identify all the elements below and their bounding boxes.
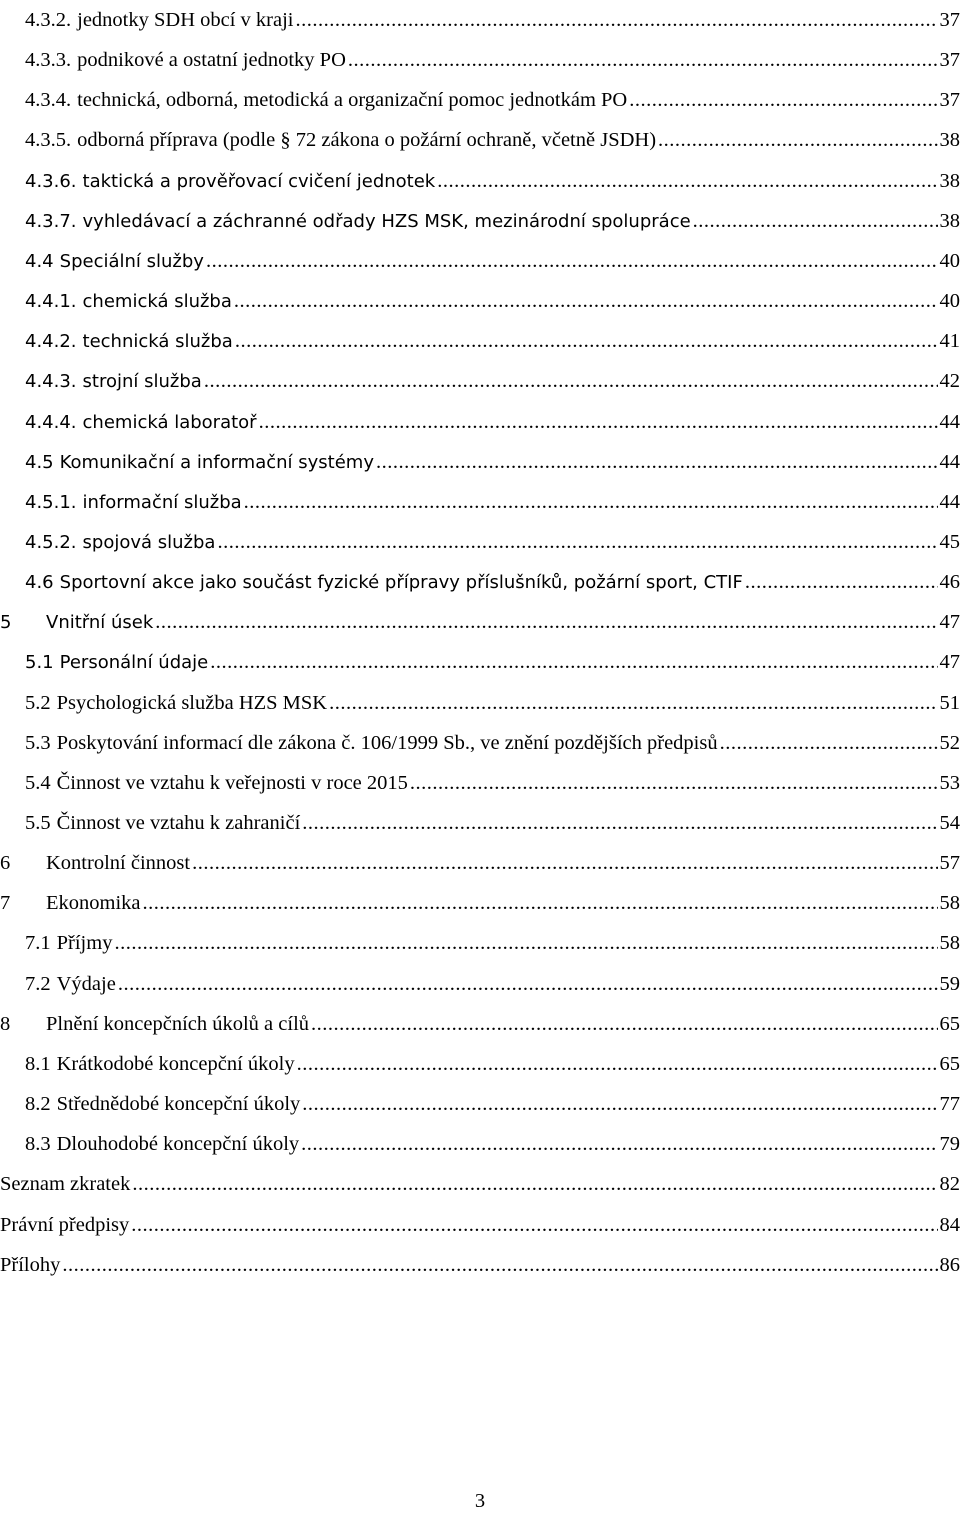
- toc-entry-title: Kontrolní činnost: [46, 852, 191, 875]
- toc-entry-title: podnikové a ostatní jednotky PO: [77, 49, 346, 72]
- dot-leader: [132, 1169, 937, 1199]
- toc-entry[interactable]: [0, 928, 960, 958]
- page-number: 3: [474, 1490, 486, 1512]
- toc-entry-page: 44: [939, 490, 960, 513]
- toc-entry[interactable]: [0, 366, 960, 396]
- dot-leader: [301, 1129, 937, 1159]
- toc-entry[interactable]: [0, 1169, 960, 1199]
- toc-entry[interactable]: [0, 1210, 960, 1240]
- toc-entry-page: 84: [939, 1213, 960, 1236]
- dot-leader: [62, 1250, 937, 1280]
- toc-entry-number: 8.3: [25, 1133, 51, 1156]
- toc-entry-page: 44: [939, 410, 960, 433]
- toc-entry[interactable]: [0, 1250, 960, 1280]
- toc-entry[interactable]: [0, 969, 960, 999]
- toc-entry-number: 4.3.7.: [25, 210, 77, 232]
- toc-entry-title: Činnost ve vztahu k veřejnosti v roce 2015: [56, 771, 408, 794]
- toc-entry-page: 53: [939, 771, 960, 794]
- dot-leader: [192, 848, 937, 878]
- toc-entry-title: taktická a prověřovací cvičení jednotek: [82, 170, 436, 192]
- toc-entry-title: chemická služba: [82, 291, 232, 313]
- toc-entry-page: 58: [939, 892, 960, 915]
- toc-entry-title: Dlouhodobé koncepční úkoly: [56, 1133, 300, 1156]
- toc-entry[interactable]: [0, 647, 960, 677]
- toc-entry-page: 82: [939, 1173, 960, 1196]
- toc-entry-number: 7: [0, 892, 11, 915]
- toc-entry-number: 4.5.2.: [25, 531, 77, 553]
- toc-entry-title: Psychologická služba HZS MSK: [56, 691, 328, 714]
- toc-entry-page: 47: [939, 611, 960, 634]
- toc-entry-page: 59: [939, 972, 960, 995]
- toc-entry-page: 37: [939, 9, 960, 31]
- toc-entry[interactable]: [0, 527, 960, 557]
- toc-entry-number: 5.3: [25, 731, 51, 754]
- toc-entry[interactable]: [0, 888, 960, 918]
- toc-entry-page: 40: [939, 249, 960, 272]
- dot-leader: [302, 808, 937, 838]
- toc-entry[interactable]: [0, 125, 960, 155]
- toc-entry-page: 51: [939, 691, 960, 714]
- toc-entry-title: Komunikační a informační systémy: [59, 451, 374, 473]
- toc-entry-title: informační služba: [82, 491, 242, 513]
- toc-entry-page: 57: [939, 852, 960, 875]
- toc-entry-title: technická služba: [82, 331, 233, 353]
- toc-entry[interactable]: [0, 326, 960, 356]
- toc-entry[interactable]: [0, 286, 960, 316]
- dot-leader: [629, 85, 937, 115]
- toc-entry-title: odborná příprava (podle § 72 zákona o požární ochraně, včetně JSDH): [77, 129, 657, 152]
- toc-entry-page: 38: [939, 209, 960, 232]
- dot-leader: [437, 166, 937, 196]
- toc-entry-page: 44: [939, 450, 960, 473]
- toc-entry-title: Příjmy: [56, 932, 113, 955]
- toc-entry[interactable]: [0, 728, 960, 758]
- toc-entry-number: 4.6: [25, 572, 54, 594]
- dot-leader: [244, 487, 938, 517]
- toc-entry-page: 46: [939, 571, 960, 594]
- toc-entry-title: Přílohy: [0, 1253, 61, 1276]
- toc-entry[interactable]: [0, 45, 960, 75]
- toc-entry-number: 4.3.5.: [25, 129, 72, 152]
- toc-entry[interactable]: [0, 1009, 960, 1039]
- toc-entry-page: 79: [939, 1133, 960, 1156]
- toc-entry-title: Speciální služby: [59, 250, 204, 272]
- dot-leader: [206, 246, 938, 276]
- dot-leader: [311, 1009, 937, 1039]
- toc-entry-number: 4.4.3.: [25, 371, 77, 393]
- toc-entry-title: Vnitřní úsek: [46, 612, 154, 634]
- dot-leader: [234, 286, 938, 316]
- toc-entry[interactable]: [0, 1049, 960, 1079]
- dot-leader: [348, 45, 938, 75]
- toc-entry-number: 4.3.3.: [25, 49, 72, 72]
- toc-entry-title: Personální údaje: [59, 652, 209, 674]
- toc-entry-page: 86: [939, 1253, 960, 1276]
- toc-entry-title: jednotky SDH obcí v kraji: [77, 9, 294, 31]
- toc-entry-number: 5.2: [25, 691, 51, 714]
- toc-entry[interactable]: [0, 166, 960, 196]
- dot-leader: [114, 928, 937, 958]
- dot-leader: [217, 527, 937, 557]
- toc-entry-number: 7.1: [25, 932, 51, 955]
- toc-entry-title: Krátkodobé koncepční úkoly: [56, 1052, 295, 1075]
- toc-entry-page: 77: [939, 1093, 960, 1116]
- toc-entry-page: 47: [939, 651, 960, 674]
- dot-leader: [296, 5, 938, 35]
- toc-entry-number: 4.4.2.: [25, 331, 77, 353]
- toc-entry-page: 37: [939, 89, 960, 112]
- toc-entry-number: 5.4: [25, 771, 51, 794]
- dot-leader: [745, 567, 938, 597]
- toc-entry[interactable]: [0, 808, 960, 838]
- toc-entry-number: 8.1: [25, 1052, 51, 1075]
- toc-entry[interactable]: [0, 487, 960, 517]
- toc-entry-number: 5: [0, 612, 12, 634]
- toc-entry-number: 5.1: [25, 652, 54, 674]
- toc-entry-title: chemická laboratoř: [82, 411, 257, 433]
- toc-entry-number: 4.4.4.: [25, 411, 77, 433]
- toc-entry[interactable]: [0, 768, 960, 798]
- toc-entry-page: 42: [939, 370, 960, 393]
- toc-entry-title: Seznam zkratek: [0, 1173, 131, 1196]
- toc-entry-number: 8.2: [25, 1093, 51, 1116]
- dot-leader: [297, 1049, 938, 1079]
- toc-entry-number: 5.5: [25, 812, 51, 834]
- dot-leader: [720, 728, 938, 758]
- dot-leader: [376, 447, 938, 477]
- toc-entry-page: 38: [939, 129, 960, 152]
- dot-leader: [658, 125, 937, 155]
- toc-entry[interactable]: [0, 206, 960, 236]
- toc-entry-number: 8: [0, 1012, 11, 1035]
- toc-entry-number: 4.5: [25, 451, 54, 473]
- toc-entry-title: vyhledávací a záchranné odřady HZS MSK, mezinárodní spolupráce: [82, 210, 691, 232]
- dot-leader: [259, 407, 938, 437]
- toc-entry-page: 38: [939, 169, 960, 192]
- toc-entry-number: 4.3.2.: [25, 9, 72, 31]
- dot-leader: [143, 888, 938, 918]
- toc-entry[interactable]: [0, 246, 960, 276]
- dot-leader: [302, 1089, 937, 1119]
- toc-entry-number: 4.5.1.: [25, 491, 77, 513]
- dot-leader: [204, 366, 938, 396]
- toc-entry-title: Střednědobé koncepční úkoly: [56, 1093, 301, 1116]
- dot-leader: [693, 206, 938, 236]
- toc-entry-title: spojová služba: [82, 531, 216, 553]
- toc-entry[interactable]: [0, 607, 960, 637]
- toc-entry-page: 65: [939, 1052, 960, 1075]
- toc-entry-title: Ekonomika: [46, 892, 141, 915]
- dot-leader: [235, 326, 938, 356]
- toc-entry-title: Poskytování informací dle zákona č. 106/1999 Sb., ve znění pozdějších předpisů: [56, 731, 718, 754]
- dot-leader: [210, 647, 937, 677]
- toc-entry-page: 58: [939, 932, 960, 955]
- toc-entry-page: 45: [939, 530, 960, 553]
- toc-entry-title: technická, odborná, metodická a organizační pomoc jednotkám PO: [77, 89, 628, 112]
- toc-entry-number: 4.4.1.: [25, 291, 77, 313]
- toc-entry-page: 37: [939, 49, 960, 72]
- toc-entry-page: 54: [939, 812, 960, 834]
- toc-entry[interactable]: [0, 447, 960, 477]
- dot-leader: [131, 1210, 937, 1240]
- toc-entry-title: Právní předpisy: [0, 1213, 130, 1236]
- toc-entry-title: strojní služba: [82, 371, 202, 393]
- toc-entry-page: 52: [939, 731, 960, 754]
- dot-leader: [329, 688, 937, 718]
- toc-entry[interactable]: [0, 5, 960, 35]
- toc-entry-title: Činnost ve vztahu k zahraničí: [56, 812, 301, 834]
- toc-entry[interactable]: [0, 848, 960, 878]
- toc-entry[interactable]: [0, 407, 960, 437]
- toc-entry-page: 41: [939, 330, 960, 353]
- toc-entry[interactable]: [0, 688, 960, 718]
- toc-entry-number: 6: [0, 852, 11, 875]
- toc-entry[interactable]: [0, 567, 960, 597]
- toc-entry-number: 7.2: [25, 972, 51, 995]
- dot-leader: [410, 768, 938, 798]
- toc-entry-title: Sportovní akce jako součást fyzické přípravy příslušníků, požární sport, CTIF: [59, 572, 743, 594]
- toc-entry-page: 65: [939, 1012, 960, 1035]
- toc-entry-title: Plnění koncepčních úkolů a cílů: [46, 1012, 310, 1035]
- toc-entry-number: 4.4: [25, 250, 54, 272]
- toc-entry[interactable]: [0, 1129, 960, 1159]
- toc-entry-number: 4.3.6.: [25, 170, 77, 192]
- toc-entry[interactable]: [0, 85, 960, 115]
- dot-leader: [155, 607, 937, 637]
- toc-entry[interactable]: [0, 1089, 960, 1119]
- toc-entry-title: Výdaje: [56, 972, 116, 995]
- toc-entry-number: 4.3.4.: [25, 89, 72, 112]
- dot-leader: [118, 969, 938, 999]
- toc-entry-page: 40: [939, 290, 960, 313]
